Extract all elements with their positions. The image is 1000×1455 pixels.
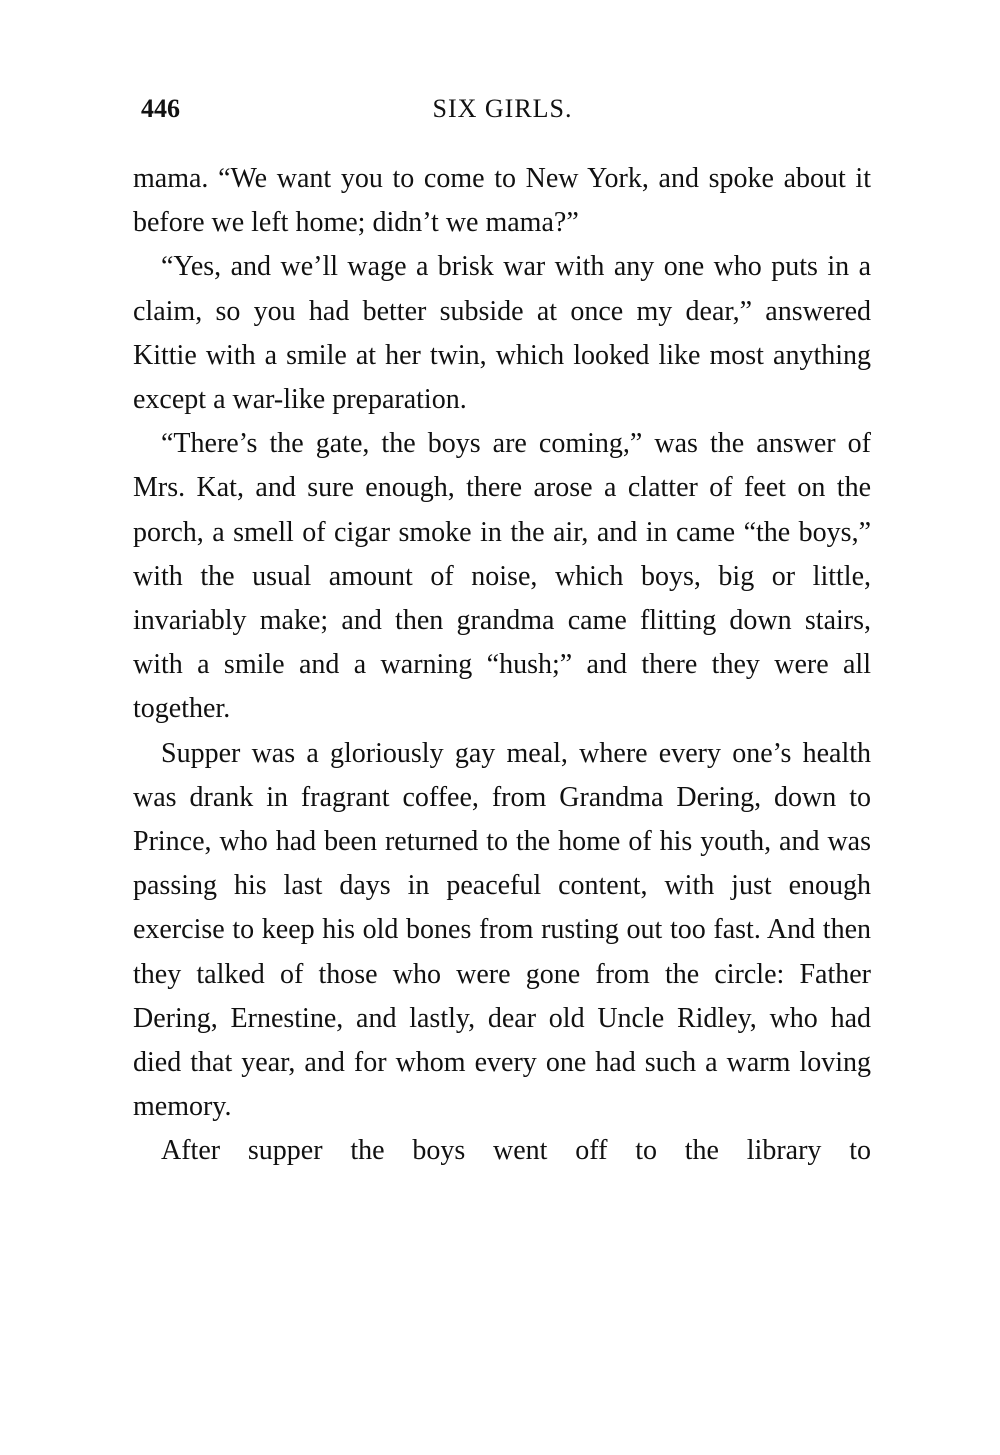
page-number: 446: [141, 94, 180, 123]
paragraph-4: Supper was a gloriously gay meal, where every one’s health was drank in fragrant coffee, from Grandma Dering, down to Prince, who had been returned to the home of his youth, and was passing his last days in peaceful content, with just enough exercise to keep his old bones from rusting out too fast. And then they talked of those who were gone from the circle: Father Dering, Ernestine, and lastly, dear old Uncle Ridley, who had died that year, and for whom every one had such a warm loving memory.: [133, 737, 871, 1123]
paragraph-2: “Yes, and we’ll wage a brisk war with any one who puts in a claim, so you had better subside at once my dear,” answered Kittie with a smile at her twin, which looked like most anything except a war-like preparation.: [133, 251, 871, 416]
paragraph-1: mama. “We want you to come to New York, and spoke about it before we left home; didn’t we mama?”: [133, 163, 871, 239]
paragraph-5: After supper the boys went off to the library to: [161, 1135, 871, 1167]
body-text: [133, 157, 871, 1174]
running-head: [135, 92, 870, 126]
book-title: SIX GIRLS.: [432, 94, 573, 123]
paragraph-3: “There’s the gate, the boys are coming,” was the answer of Mrs. Kat, and sure enough, there arose a clatter of feet on the porch, a smell of cigar smoke in the air, and in came “the boys,” with the usual amount of noise, which boys, big or little, invariably make; and then grandma came flitting down stairs, with a smile and a warning “hush;” and there they were all together.: [133, 428, 871, 725]
